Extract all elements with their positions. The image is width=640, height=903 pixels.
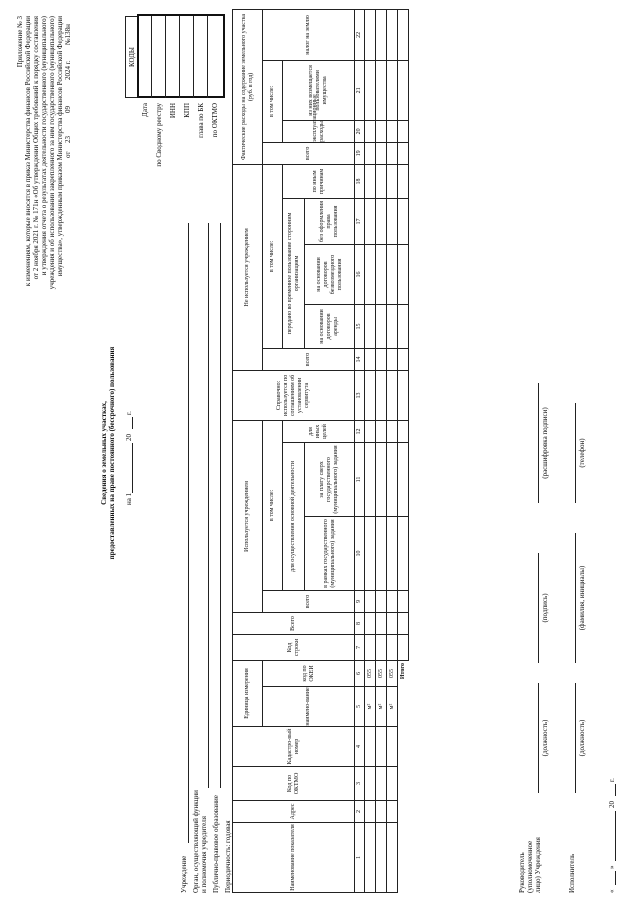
col-number: 7 (355, 635, 365, 661)
okei-cell: 055 (387, 661, 398, 687)
header-not-used: Не используется учреждением (233, 164, 263, 370)
meta-founder-line (208, 223, 209, 788)
title-line-2: предоставленных на праве постоянного (бессрочного) пользования (108, 346, 116, 560)
appendix-line: и утверждения отчета о результатах деятельности государственного (муниципального) (40, 16, 48, 276)
col-number: 16 (355, 244, 365, 304)
col-number: 11 (355, 443, 365, 517)
caption-fio: (фамилия, инициалы) (578, 565, 586, 631)
executor-phone-line (575, 403, 576, 503)
header-main-activity: для осуществления основной деятельности (283, 443, 305, 591)
header-without-right: без оформления права пользования (305, 198, 355, 244)
head-label: Руководитель (518, 852, 526, 893)
header-used: Используется учреждением (233, 420, 263, 612)
head-label-3: лицо) Учреждения (534, 837, 542, 893)
total-row (398, 9, 409, 892)
header-nu-incl: в том числе: (263, 164, 283, 348)
codes-divider (179, 16, 180, 98)
header-unit-code: код по ОКЕИ (263, 661, 355, 687)
header-other-reasons: по иным причинам (283, 164, 355, 198)
okei-cell: 055 (365, 661, 376, 687)
codes-label: ИНН (169, 103, 177, 119)
col-number: 8 (355, 613, 365, 635)
caption-position-2: (должность) (578, 719, 586, 757)
header-name: Наименование показателя (233, 823, 355, 893)
meta-institution-label: Учреждение (180, 855, 188, 893)
meta-institution-line (188, 223, 189, 843)
col-number: 14 (355, 348, 365, 370)
header-transferred: передано во временное пользование сторонним организациям (283, 198, 305, 348)
appendix-line: к изменениям, которые вносятся в приказ Министерства финансов Российской Федерации (24, 16, 32, 287)
meta-founder-label: Орган, осуществляющий функции (192, 790, 200, 893)
header-operating: эксплуатационные расходы (283, 120, 355, 142)
meta-founder-label-2: и полномочия учредителя (200, 816, 208, 893)
codes-divider (151, 16, 152, 98)
caption-position: (должность) (541, 719, 549, 757)
caption-phone: (телефон) (578, 438, 586, 468)
appendix-number: №138н (64, 24, 72, 45)
codes-label: КПП (183, 103, 191, 118)
date-year-line (615, 784, 616, 796)
codes-divider (193, 16, 194, 98)
col-number: 1 (355, 823, 365, 893)
executor-fio-line (575, 533, 576, 663)
col-number: 17 (355, 198, 365, 244)
col-number: 18 (355, 164, 365, 198)
column-numbers-row (355, 9, 365, 892)
head-decoding-line (538, 383, 539, 503)
header-free-use: на основании договоров безвозмездного пользования (305, 244, 355, 304)
date-day-line (615, 871, 616, 885)
appendix-date-month: 09 (64, 106, 72, 113)
header-other-purposes: для иных целей (283, 420, 355, 442)
codes-label: по Сводному реестру (155, 103, 163, 167)
meta-public-entity-label: Публично-правовое образование (212, 795, 220, 893)
head-position-line (538, 683, 539, 793)
header-operating-sub: из них возмещается пользователями имущества (283, 60, 355, 120)
header-act-total: всего (263, 142, 355, 164)
date-month-line (615, 811, 616, 861)
col-number: 21 (355, 60, 365, 120)
col-number: 15 (355, 304, 365, 348)
title-year-suffix: г. (125, 411, 133, 415)
appendix-date-prefix: от (64, 151, 72, 158)
header-unit: Единица измерения (233, 661, 263, 727)
header-fee: за плату сверх государственного (муниципального) задания (305, 443, 355, 517)
executor-label: Исполнитель (568, 853, 576, 893)
col-number: 20 (355, 120, 365, 142)
col-number: 19 (355, 142, 365, 164)
title-year-line (132, 417, 133, 429)
title-date-line (132, 443, 133, 493)
header-used-total: всего (263, 591, 355, 613)
date-year-suffix: г. (608, 778, 616, 782)
table-row (387, 9, 398, 892)
header-used-incl: в том числе: (263, 420, 283, 590)
appendix-line: от 2 ноября 2021 г. № 171н «Об утверждении Общих требований к порядку составления (32, 16, 40, 280)
unit-cell: м² (387, 687, 398, 727)
col-number: 10 (355, 517, 365, 591)
header-address: Адрес (233, 801, 355, 823)
date-year-prefix: 20 (608, 801, 616, 808)
caption-decoding: (расшифровка подписи) (541, 407, 549, 479)
header-land-tax: налог на землю (263, 9, 355, 60)
appendix-date-day: 23 (64, 136, 72, 143)
header-line-code: Код строки (233, 635, 355, 661)
header-cadastral: Кадастро-вый номер (233, 727, 355, 767)
unit-cell: м² (376, 687, 387, 727)
col-number: 22 (355, 9, 365, 60)
col-number: 6 (355, 661, 365, 687)
codes-divider (165, 16, 166, 98)
codes-label: Дата (141, 103, 149, 117)
col-number: 4 (355, 727, 365, 767)
title-on-prefix: на 1 (125, 492, 133, 505)
header-actual-costs: Фактические расходы на содержание земельного участка (руб. в год) (233, 9, 263, 164)
codes-label: глава по БК (197, 103, 205, 138)
header-total: Всего (233, 613, 355, 635)
header-nu-total: всего (263, 348, 355, 370)
header-state-task: в рамках государственного (муниципального) задания (305, 517, 355, 591)
executor-position-line (575, 683, 576, 793)
header-reference: Справочно: используется по соглашениям об установлении сервитута (233, 370, 355, 420)
date-quote-close: » (608, 865, 616, 869)
header-act-incl: в том числе: (263, 60, 283, 142)
codes-divider (207, 16, 208, 98)
meta-public-entity-line (220, 223, 221, 788)
okei-cell: 055 (376, 661, 387, 687)
appendix-line: имущества», утвержденным приказом Министерства финансов Российской Федерации (56, 16, 64, 277)
title-year-prefix: 20 (125, 434, 133, 441)
appendix-date-year: 2024 г. (64, 60, 72, 80)
caption-signature: (подпись) (541, 593, 549, 623)
col-number: 5 (355, 687, 365, 727)
col-number: 12 (355, 420, 365, 442)
col-number: 9 (355, 591, 365, 613)
head-signature-line (538, 553, 539, 663)
unit-cell: м² (365, 687, 376, 727)
header-unit-name: наимено-вание (263, 687, 355, 727)
title-line-1: Сведения о земельных участках, (100, 401, 108, 505)
header-oktmo: Код по ОКТМО (233, 767, 355, 801)
col-number: 3 (355, 767, 365, 801)
codes-header: КОДЫ (125, 16, 139, 98)
appendix-line: Приложение № 3 (16, 16, 24, 68)
col-number: 2 (355, 801, 365, 823)
total-label: Итого (398, 661, 409, 893)
land-plots-table (232, 9, 409, 893)
date-quote-open: « (608, 889, 616, 893)
appendix-line: учреждения и об использовании закрепленного за ним государственного (муниципального) (48, 16, 56, 290)
header-rent: на основании договоров аренды (305, 304, 355, 348)
head-label-2: (уполномоченное (526, 840, 534, 893)
table-row (365, 9, 376, 892)
table-row (376, 9, 387, 892)
codes-label: по ОКТМО (211, 103, 219, 138)
meta-periodicity: Периодичность: годовая (224, 820, 232, 893)
col-number: 13 (355, 370, 365, 420)
